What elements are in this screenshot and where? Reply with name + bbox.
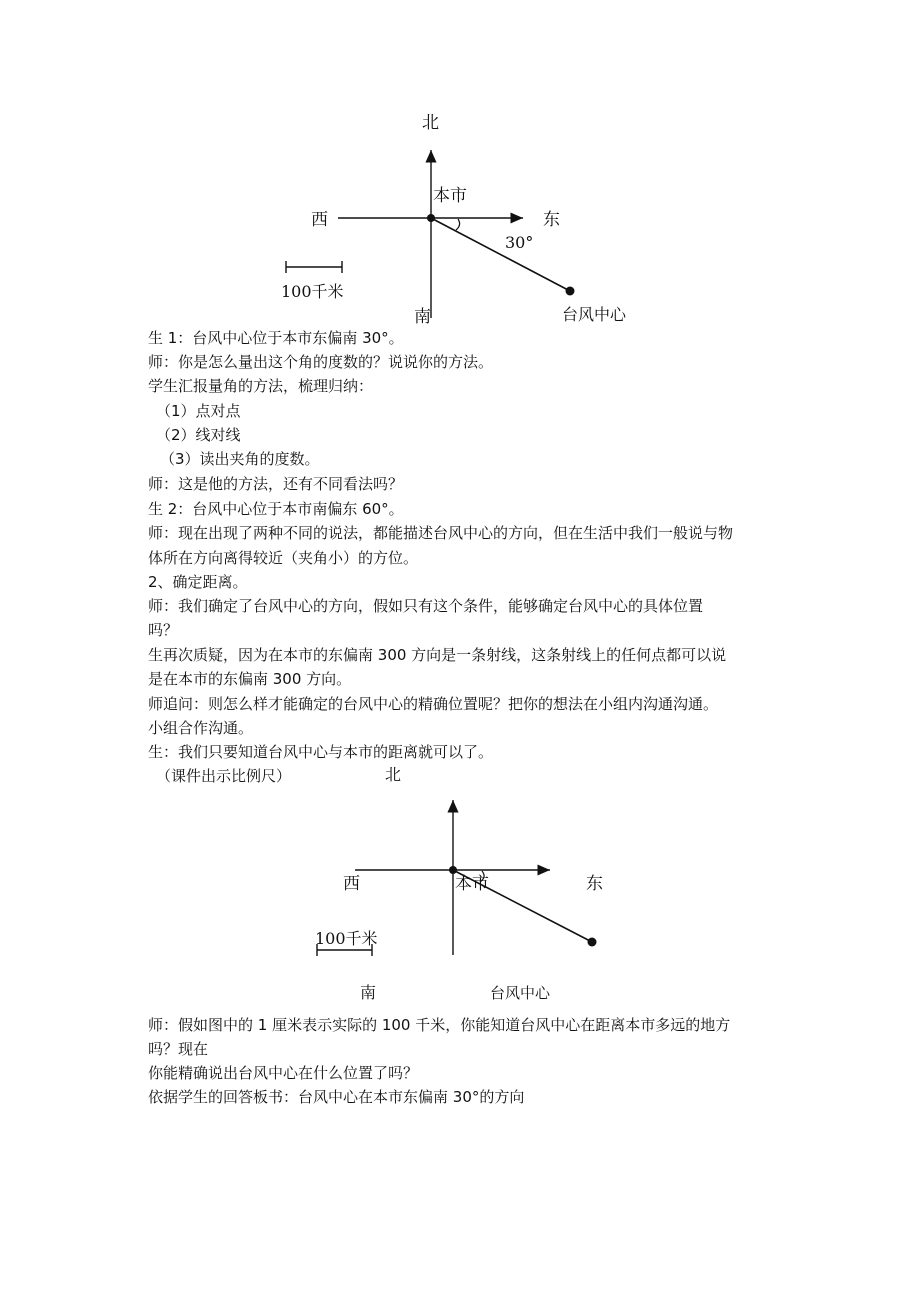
text-line: 师：你是怎么量出这个角的度数的？说说你的方法。 [148, 353, 494, 371]
text-line: 吗？现在 [148, 1040, 209, 1058]
city-label: 本市 [433, 186, 467, 206]
west-label-2: 西 [343, 874, 360, 894]
text-line: 师追问：则怎么样才能确定的台风中心的精确位置呢？把你的想法在小组内沟通沟通。 [148, 695, 719, 713]
east-label: 东 [543, 210, 560, 230]
text-line: 师：我们确定了台风中心的方向，假如只有这个条件，能够确定台风中心的具体位置 [148, 597, 704, 615]
text-line: （2）线对线 [156, 426, 241, 444]
angle-label: 30° [505, 233, 534, 252]
text-line: （1）点对点 [156, 402, 241, 420]
text-line: 体所在方向离得较近（夹角小）的方位。 [148, 549, 419, 567]
text-line: （3）读出夹角的度数。 [160, 450, 320, 468]
south-label: 南 [414, 307, 431, 327]
text-line: 学生汇报量角的方法，梳理归纳： [148, 377, 374, 395]
typhoon-point-2 [588, 938, 597, 947]
east-label-2: 东 [586, 874, 603, 894]
text-line: 生 1：台风中心位于本市东偏南 30°。 [148, 329, 404, 347]
text-line: 是在本市的东偏南 300 方向。 [148, 670, 352, 688]
text-line: 师：这是他的方法，还有不同看法吗？ [148, 475, 404, 493]
north-label: 北 [422, 113, 439, 133]
typhoon-label-2: 台风中心 [490, 984, 551, 1002]
text-line: 生 2：台风中心位于本市南偏东 60°。 [148, 500, 404, 518]
south-label-2: 南 [360, 983, 377, 1002]
text-line: 你能精确说出台风中心在什么位置了吗？ [148, 1064, 419, 1082]
caption: （课件出示比例尺） [156, 767, 292, 785]
text-line: 生再次质疑，因为在本市的东偏南 300 方向是一条射线，这条射线上的任何点都可以说 [148, 646, 727, 664]
text-line: 小组合作沟通。 [148, 719, 254, 737]
scale-label: 100千米 [281, 282, 344, 301]
text-line: 师：现在出现了两种不同的说法，都能描述台风中心的方向，但在生活中我们一般说与物 [148, 524, 734, 542]
text-line: 依据学生的回答板书：台风中心在本市东偏南 30°的方向 [148, 1088, 525, 1106]
text-line: 师：假如图中的 1 厘米表示实际的 100 千米，你能知道台风中心在距离本市多远的地方 [148, 1016, 731, 1034]
north-label-2: 北 [385, 765, 402, 784]
text-line: 生：我们只要知道台风中心与本市的距离就可以了。 [148, 743, 494, 761]
west-label: 西 [311, 210, 328, 230]
text-line: 2、确定距离。 [148, 573, 248, 591]
typhoon-label: 台风中心 [562, 305, 627, 324]
text-line: 吗？ [148, 621, 179, 639]
scale-label-2: 100千米 [315, 929, 378, 948]
city-point-2 [449, 866, 457, 874]
city-label-2: 本市 [455, 874, 489, 894]
